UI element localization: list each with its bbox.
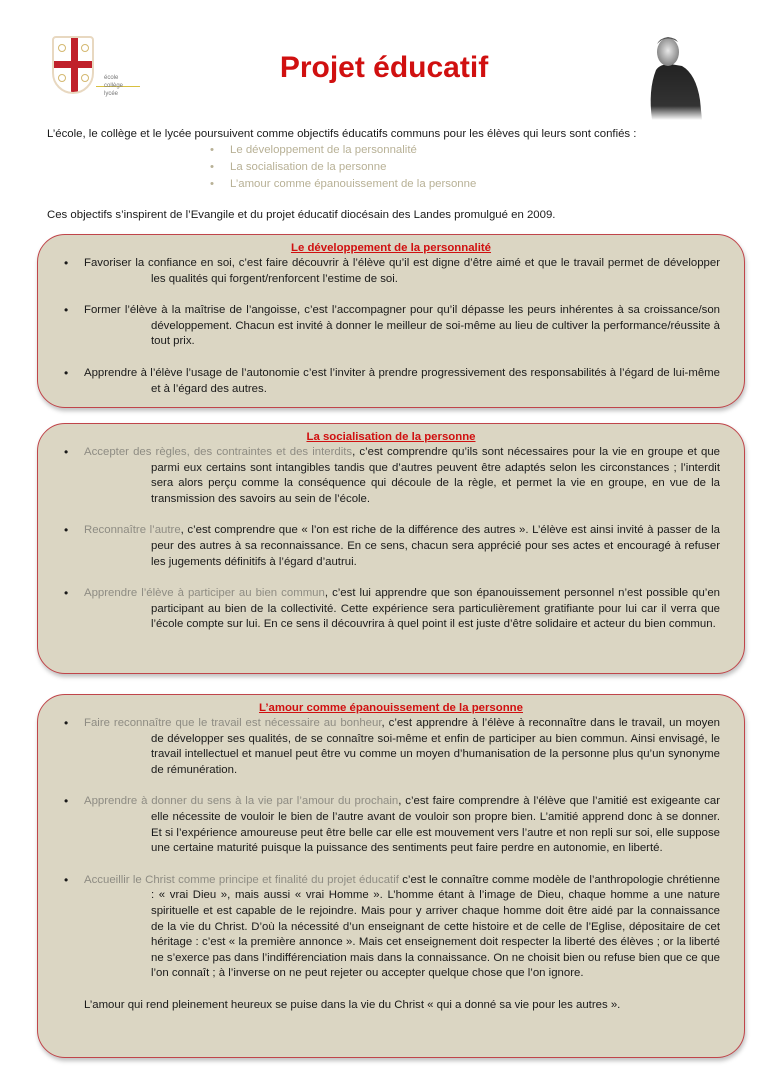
- logo-text: école collège lycée: [104, 75, 124, 97]
- goal-item: • L’amour comme épanouissement de la personne: [210, 176, 476, 193]
- portrait-photo: [638, 30, 708, 120]
- closing-text: L’amour qui rend pleinement heureux se puise dans la vie du Christ « qui a donné sa vie pour les autres ».: [84, 998, 621, 1011]
- section-title: La socialisation de la personne: [306, 431, 476, 443]
- section-personnalite: [37, 234, 745, 408]
- section-title: L’amour comme épanouissement de la personne: [259, 702, 523, 714]
- source-text: Ces objectifs s’inspirent de l’Evangile et du projet éducatif diocésain des Landes promulgué en 2009.: [47, 209, 556, 221]
- goal-item: • Le développement de la personnalité: [210, 142, 476, 159]
- goal-item: • La socialisation de la personne: [210, 159, 476, 176]
- list-item: • Apprendre à donner du sens à la vie par l’amour du prochain, c’est faire comprendre à l’élève que l’amitié est exigeante car elle nécessite de vouloir le bien de l’autre avant de vouloir son propre bien. L’amitié apprend donc à se donner. Et si l’expérience amoureuse peut être belle car elle est mouvement vers l’autre et non repli sur soi, elle suppose une certaine maturité puisque la puissance des sentiments peut faire perdre en autonomie, en liberté.: [38, 794, 744, 856]
- goals-list: [210, 142, 476, 193]
- list-item: • Accueillir le Christ comme principe et finalité du projet éducatif c’est le connaître comme modèle de l’anthropologie chrétienne : « vrai Dieu », mais aussi « vrai Homme ». L’homme étant à l’image de Dieu, chaque homme a une nature spirituelle et est capable de le rejoindre. Mais pour y arriver chaque homme doit être aidé par la connaissance de la vie du Christ. D’où la nécessité d’un enseignant de cette histoire et de celle de l’Eglise, dépositaire de cet héritage : c’est « la première annonce ». Mais cet enseignement doit respecter la liberté des élèves ; or la liberté ne s’exerce pas dans l’indifférenciation mais dans la connaissance. On ne choisit bien ou refuse bien que ce que l’on connaît ; à l’inverse on ne peut rejeter ou accepter quelque chose que l’on ignore.: [38, 873, 744, 982]
- list-item: • Reconnaître l’autre, c’est comprendre que « l’on est riche de la différence des autres ». L’élève est ainsi invité à passer de la peur des autres à sa reconnaissance. En ce sens, chacun sera apprécié pour ses actes et encouragé à refuser les jugements définitifs à l’égard d’autrui.: [38, 523, 744, 570]
- intro-text: L’école, le collège et le lycée poursuivent comme objectifs éducatifs communs pour les élèves qui leurs sont confiés :: [47, 128, 637, 140]
- list-item: • Favoriser la confiance en soi, c’est faire découvrir à l’élève qu’il est digne d’être aimé et que le travail permet de développer les qualités qui forgent/renforcent l’estime de soi.: [38, 256, 744, 287]
- list-item: • Faire reconnaître que le travail est nécessaire au bonheur, c’est apprendre à l’élève à reconnaître dans le travail, un moyen de développer ses qualités, de se connaître soi-même et enfin de participer au bien commun. Ainsi envisagé, le travail intellectuel et manuel peut être vu comme un moyen d’humanisation de la personne plus qu’un synonyme de rémunération.: [38, 716, 744, 778]
- section-title: Le développement de la personnalité: [290, 242, 492, 254]
- list-item: • Former l’élève à la maîtrise de l’angoisse, c’est l’accompagner pour qu’il dépasse les peurs inhérentes à sa croissance/son développement. Chacun est invité à donner le meilleur de soi-même au lieu de cultiver la performance/réussite à tout prix.: [38, 303, 744, 350]
- section-socialisation: [37, 423, 745, 674]
- section-amour: [37, 694, 745, 1058]
- page-title: Projet éducatif: [279, 51, 489, 84]
- list-item: • Apprendre à l’élève l’usage de l’autonomie c’est l’inviter à prendre progressivement des responsabilités à l’égard de lui-même et à l’égard des autres.: [38, 366, 744, 397]
- list-item: • Accepter des règles, des contraintes et des interdits, c’est comprendre qu’ils sont nécessaires pour la vie en groupe et que parmi eux certains sont intangibles tandis que d’autres peuvent être adaptés selon les circonstances ; l’interdit sera alors perçu comme la conséquence qui découle de la règle, et permet la vie en groupe, en vue de la transmission des savoirs au sein de l’école.: [38, 445, 744, 507]
- list-item: • Apprendre l’élève à participer au bien commun, c’est lui apprendre que son épanouissement personnel n’est possible qu’en participant au bien de la collectivité. Cette expérience sera particulièrement gratifiante pour lui car il verra que l’école compte sur lui. En ce sens il découvrira à quel point il est juste d’être solidaire et acteur du bien commun.: [38, 586, 744, 633]
